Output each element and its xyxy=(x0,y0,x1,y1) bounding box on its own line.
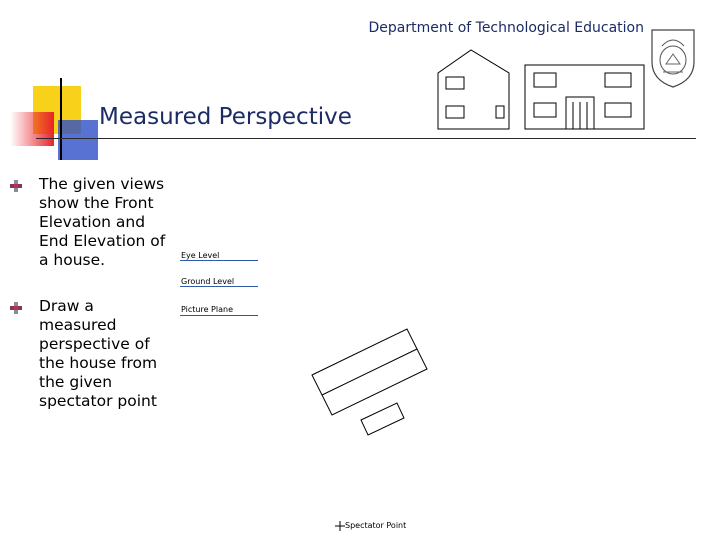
decor-red-block xyxy=(10,112,54,146)
house-plan-view xyxy=(300,320,440,450)
ground-level-line xyxy=(180,286,258,287)
department-header: Department of Technological Education xyxy=(368,20,644,36)
decor-horizontal-line xyxy=(36,138,696,139)
school-crest-icon xyxy=(648,24,698,90)
bullet-text-1: The given views show the Front Elevation and End Elevation of a house. xyxy=(39,175,166,269)
picture-plane-label: Picture Plane xyxy=(181,305,233,314)
decor-vertical-line xyxy=(60,78,62,160)
bullet-text-2: Draw a measured perspective of the house from the given spectator point xyxy=(39,297,158,410)
house-elevations xyxy=(430,40,650,135)
bullet-icon xyxy=(10,180,22,192)
picture-plane-line xyxy=(180,315,258,316)
front-elevation xyxy=(525,65,644,129)
ground-level-label: Ground Level xyxy=(181,277,235,286)
decor-blue-square xyxy=(58,120,98,160)
eye-level-label: Eye Level xyxy=(181,251,220,260)
end-elevation xyxy=(438,50,509,129)
eye-level-line xyxy=(180,260,258,261)
spectator-point-label: Spectator Point xyxy=(345,521,407,530)
slide-title: Measured Perspective xyxy=(99,104,352,130)
bullet-icon xyxy=(10,302,22,314)
